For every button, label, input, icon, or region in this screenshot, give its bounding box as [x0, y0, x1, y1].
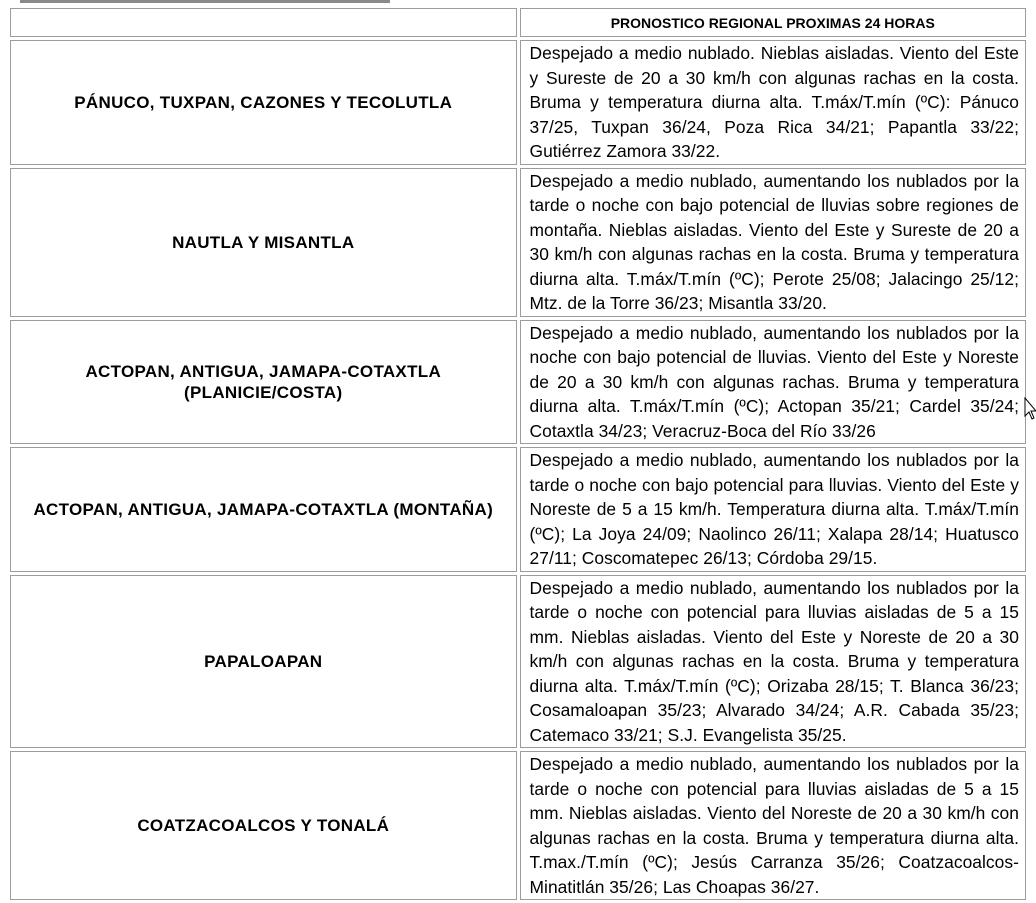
region-name: ACTOPAN, ANTIGUA, JAMAPA-COTAXTLA (MONTAÑA) — [10, 447, 517, 572]
table-row — [10, 320, 1026, 445]
forecast-text: Despejado a medio nublado, aumentando los nublados por la tarde o noche con bajo potencial de lluvias sobre regiones de montaña. Nieblas aisladas. Viento del Este y Sureste de 20 a 30 km/h con algunas rachas en la costa. Bruma y temperatura diurna alta. T.máx/T.mín (ºC); Perote 25/08; Jalacingo 25/12; Mtz. de la Torre 36/23; Misantla 33/20. — [520, 168, 1027, 317]
region-name: COATZACOALCOS Y TONALÁ — [10, 751, 517, 900]
table-row — [10, 447, 1026, 572]
table-row — [10, 575, 1026, 749]
region-name: NAUTLA Y MISANTLA — [10, 168, 517, 317]
mouse-cursor-icon — [1024, 397, 1036, 421]
table-title: PRONOSTICO REGIONAL PROXIMAS 24 HORAS — [520, 8, 1027, 37]
header-blank-cell — [10, 8, 517, 37]
forecast-text: Despejado a medio nublado, aumentando los nublados por la tarde o noche con bajo potencial para lluvias. Viento del Este y Noreste de 5 a 15 km/h. Temperatura diurna alta. T.máx/T.mín (ºC); La Joya 24/09; Naolinco 26/11; Xalapa 28/14; Huatusco 27/11; Coscomatepec 26/13; Córdoba 29/15. — [520, 447, 1027, 572]
forecast-text: Despejado a medio nublado, aumentando los nublados por la tarde o noche con potencial para lluvias aisladas de 5 a 15 mm. Nieblas aisladas. Viento del Noreste de 20 a 30 km/h con algunas rachas en la costa. Bruma y temperatura diurna alta. T.max./T.mín (ºC); Jesús Carranza 35/26; Coatzacoalcos-Minatitlán 35/26; Las Choapas 36/27. — [520, 751, 1027, 900]
table-row — [10, 168, 1026, 317]
forecast-text: Despejado a medio nublado, aumentando los nublados por la noche con bajo potencial de lluvias. Viento del Este y Noreste de 20 a 30 km/h con algunas rachas. Bruma y temperatura diurna alta. T.máx/T.mín (ºC); Actopan 35/21; Cardel 35/24; Cotaxtla 34/23; Veracruz-Boca del Río 33/26 — [520, 320, 1027, 445]
header-row — [10, 8, 1026, 37]
table-row — [10, 751, 1026, 900]
region-name: PAPALOAPAN — [10, 575, 517, 749]
forecast-table — [7, 5, 1029, 903]
region-name: PÁNUCO, TUXPAN, CAZONES Y TECOLUTLA — [10, 40, 517, 165]
table-row — [10, 40, 1026, 165]
forecast-text: Despejado a medio nublado. Nieblas aisladas. Viento del Este y Sureste de 20 a 30 km/h con algunas rachas en la costa. Bruma y temperatura diurna alta. T.máx/T.mín (ºC): Pánuco 37/25, Tuxpan 36/24, Poza Rica 34/21; Papantla 33/22; Gutiérrez Zamora 33/22. — [520, 40, 1027, 165]
top-divider — [20, 0, 390, 3]
region-name: ACTOPAN, ANTIGUA, JAMAPA-COTAXTLA (PLANICIE/COSTA) — [10, 320, 517, 445]
forecast-text: Despejado a medio nublado, aumentando los nublados por la tarde o noche con potencial para lluvias aisladas de 5 a 15 mm. Nieblas aisladas. Viento del Este y Noreste de 20 a 30 km/h con algunas rachas en la costa. Bruma y temperatura diurna alta. T.máx/T.mín (ºC); Orizaba 28/15; T. Blanca 36/23; Cosamaloapan 35/23; Alvarado 34/24; A.R. Cabada 35/23; Catemaco 33/21; S.J. Evangelista 35/25. — [520, 575, 1027, 749]
